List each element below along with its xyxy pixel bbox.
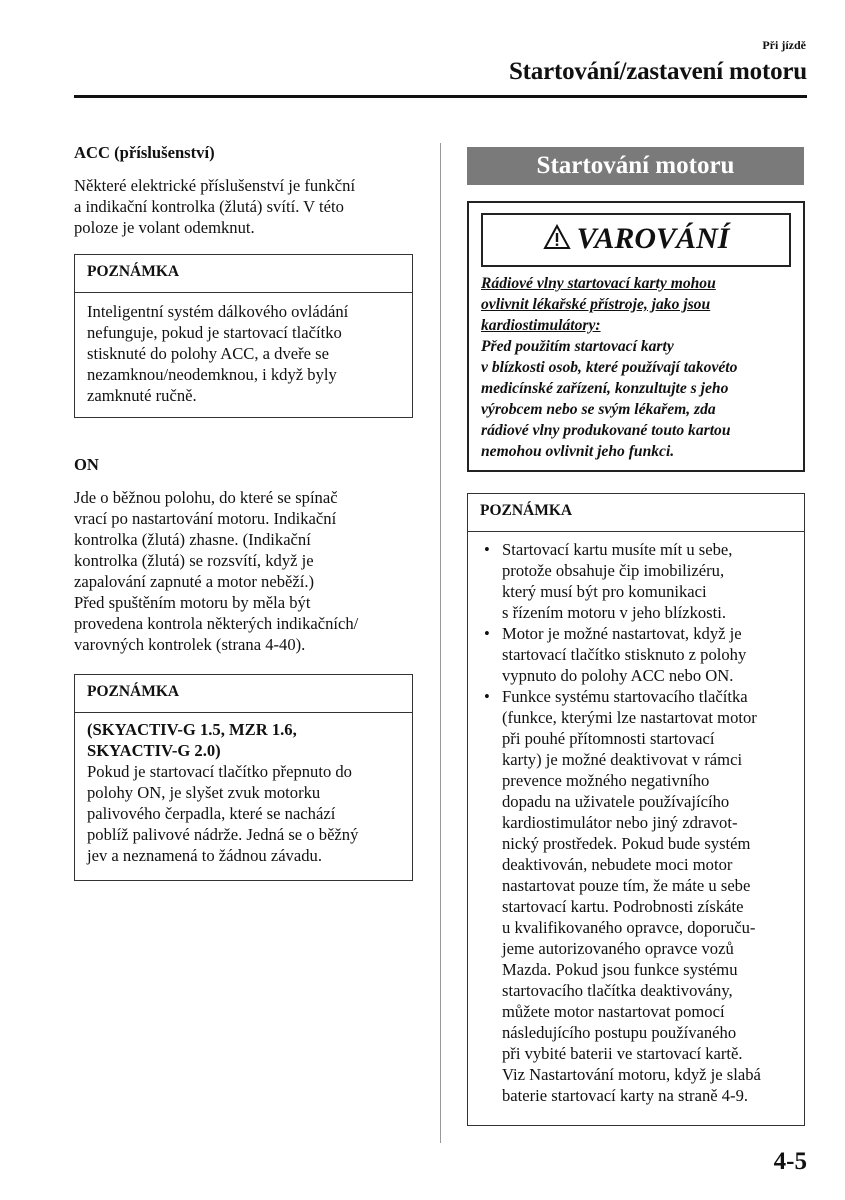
bullet-line: prevence možného negativního	[502, 771, 710, 790]
bullet-line: startovací kartu. Podrobnosti získáte	[502, 897, 744, 916]
bullet-line: jeme autorizovaného opravce vozů	[502, 939, 734, 958]
bullet-line: startovací tlačítko stisknuto z polohy	[502, 645, 747, 664]
warning-title-frame	[481, 213, 791, 267]
bullet-line: • Motor je možné nastartovat, když je	[502, 624, 742, 643]
column-divider	[440, 143, 441, 1143]
warning-text	[481, 273, 797, 462]
bullet-line: • Funkce systému startovacího tlačítka	[502, 687, 748, 706]
bullet-line: baterie startovací karty na straně 4-9.	[502, 1086, 749, 1105]
bullet-line: následujícího postupu používaného	[502, 1023, 737, 1042]
warning-underlined-line: Rádiové vlny startovací karty mohou	[481, 275, 716, 292]
on-line: Jde o běžnou polohu, do které se spínač	[74, 488, 338, 507]
note-line: nefunguje, pokud je startovací tlačítko	[87, 323, 342, 342]
bullet-line: startovacího tlačítka deaktivovány,	[502, 981, 733, 1000]
note-box-on	[74, 674, 413, 881]
note-line: poblíž palivové nádrže. Jedná se o běžný	[87, 825, 359, 844]
note-label: POZNÁMKA	[468, 494, 804, 532]
acc-heading: ACC (příslušenství)	[74, 143, 215, 162]
bullet-line: Mazda. Pokud jsou funkce systému	[502, 960, 738, 979]
list-item	[480, 686, 792, 1106]
note-line: nezamknou/neodemknou, i když byly	[87, 365, 337, 384]
header-section-label: Při jízdě	[762, 38, 806, 52]
bullet-line: karty) je možné deaktivovat v rámci	[502, 750, 743, 769]
warning-box	[467, 201, 805, 472]
list-item	[480, 623, 792, 686]
acc-line: a indikační kontrolka (žlutá) svítí. V této	[74, 197, 344, 216]
warning-line: rádiové vlny produkované touto kartou	[481, 422, 731, 439]
bullet-line: (funkce, kterými lze nastartovat motor	[502, 708, 757, 727]
page-title: Startování/zastavení motoru	[508, 58, 807, 85]
warning-title: VAROVÁNÍ	[576, 222, 730, 255]
note-engine-variants: SKYACTIV-G 2.0)	[87, 741, 221, 760]
bullet-line: • Startovací kartu musíte mít u sebe,	[502, 540, 733, 559]
warning-line: Před použitím startovací karty	[481, 338, 674, 355]
bullet-line: při pouhé přítomnosti startovací	[502, 729, 715, 748]
warning-line: v blízkosti osob, které používají takovéto	[481, 359, 738, 376]
note-line: Inteligentní systém dálkového ovládání	[87, 302, 349, 321]
list-item	[480, 539, 792, 623]
on-heading: ON	[74, 455, 99, 474]
note-engine-variants: (SKYACTIV-G 1.5, MZR 1.6,	[87, 720, 297, 739]
warning-line: výrobcem nebo se svým lékařem, zda	[481, 401, 716, 418]
note-body	[75, 293, 412, 406]
on-line: varovných kontrolek (strana 4-40).	[74, 635, 306, 654]
warning-line: medicínské zařízení, konzultujte s jeho	[481, 380, 729, 397]
header-rule	[74, 95, 807, 98]
acc-line: poloze je volant odemknut.	[74, 218, 255, 237]
on-line: provedena kontrola některých indikačních/	[74, 614, 359, 633]
page-number: 4-5	[773, 1148, 807, 1175]
bullet-line: deaktivován, nebudete moci motor	[502, 855, 733, 874]
warning-underlined-line: kardiostimulátory:	[481, 317, 601, 334]
bullet-line: nastartovat pouze tím, že máte u sebe	[502, 876, 751, 895]
section-title-bar: Startování motoru	[467, 147, 804, 185]
acc-line: Některé elektrické příslušenství je funkční	[74, 176, 356, 195]
on-line: vrací po nastartování motoru. Indikační	[74, 509, 337, 528]
note-body	[468, 532, 804, 1106]
acc-text	[74, 175, 424, 238]
note-label: POZNÁMKA	[75, 675, 412, 713]
bullet-line: kardiostimulátor nebo jiný zdravot-	[502, 813, 738, 832]
bullet-line: protože obsahuje čip imobilizéru,	[502, 561, 725, 580]
bullet-line: Viz Nastartování motoru, když je slabá	[502, 1065, 761, 1084]
bullet-line: dopadu na uživatele používajícího	[502, 792, 730, 811]
on-line: kontrolka (žlutá) se rozsvítí, když je	[74, 551, 314, 570]
on-line: zapalování zapnuté a motor neběží.)	[74, 572, 315, 591]
note-line: jev a neznamená to žádnou závadu.	[87, 846, 322, 865]
on-line: kontrolka (žlutá) zhasne. (Indikační	[74, 530, 311, 549]
note-line: Pokud je startovací tlačítko přepnuto do	[87, 762, 352, 781]
note-label: POZNÁMKA	[75, 255, 412, 293]
note-body	[75, 713, 412, 866]
bullet-line: který musí být pro komunikaci	[502, 582, 707, 601]
bullet-line: můžete motor nastartovat pomocí	[502, 1002, 725, 1021]
warning-line: nemohou ovlivnit jeho funkci.	[481, 443, 675, 460]
warning-underlined-line: ovlivnit lékařské přístroje, jako jsou	[481, 296, 711, 313]
bullet-line: nický prostředek. Pokud bude systém	[502, 834, 751, 853]
note-bullet-list	[480, 539, 792, 1106]
note-box-start	[467, 493, 805, 1126]
bullet-line: vypnuto do polohy ACC nebo ON.	[502, 666, 734, 685]
bullet-line: s řízením motoru v jeho blízkosti.	[502, 603, 726, 622]
bullet-line: u kvalifikovaného opravce, doporuču-	[502, 918, 756, 937]
note-line: stisknuté do polohy ACC, a dveře se	[87, 344, 329, 363]
on-line: Před spuštěním motoru by měla být	[74, 593, 311, 612]
bullet-line: při vybité baterii ve startovací kartě.	[502, 1044, 743, 1063]
warning-triangle-icon	[543, 217, 571, 265]
note-box-acc	[74, 254, 413, 418]
note-line: polohy ON, je slyšet zvuk motorku	[87, 783, 321, 802]
on-text	[74, 487, 434, 655]
note-line: zamknuté ručně.	[87, 386, 197, 405]
note-line: palivového čerpadla, které se nachází	[87, 804, 336, 823]
